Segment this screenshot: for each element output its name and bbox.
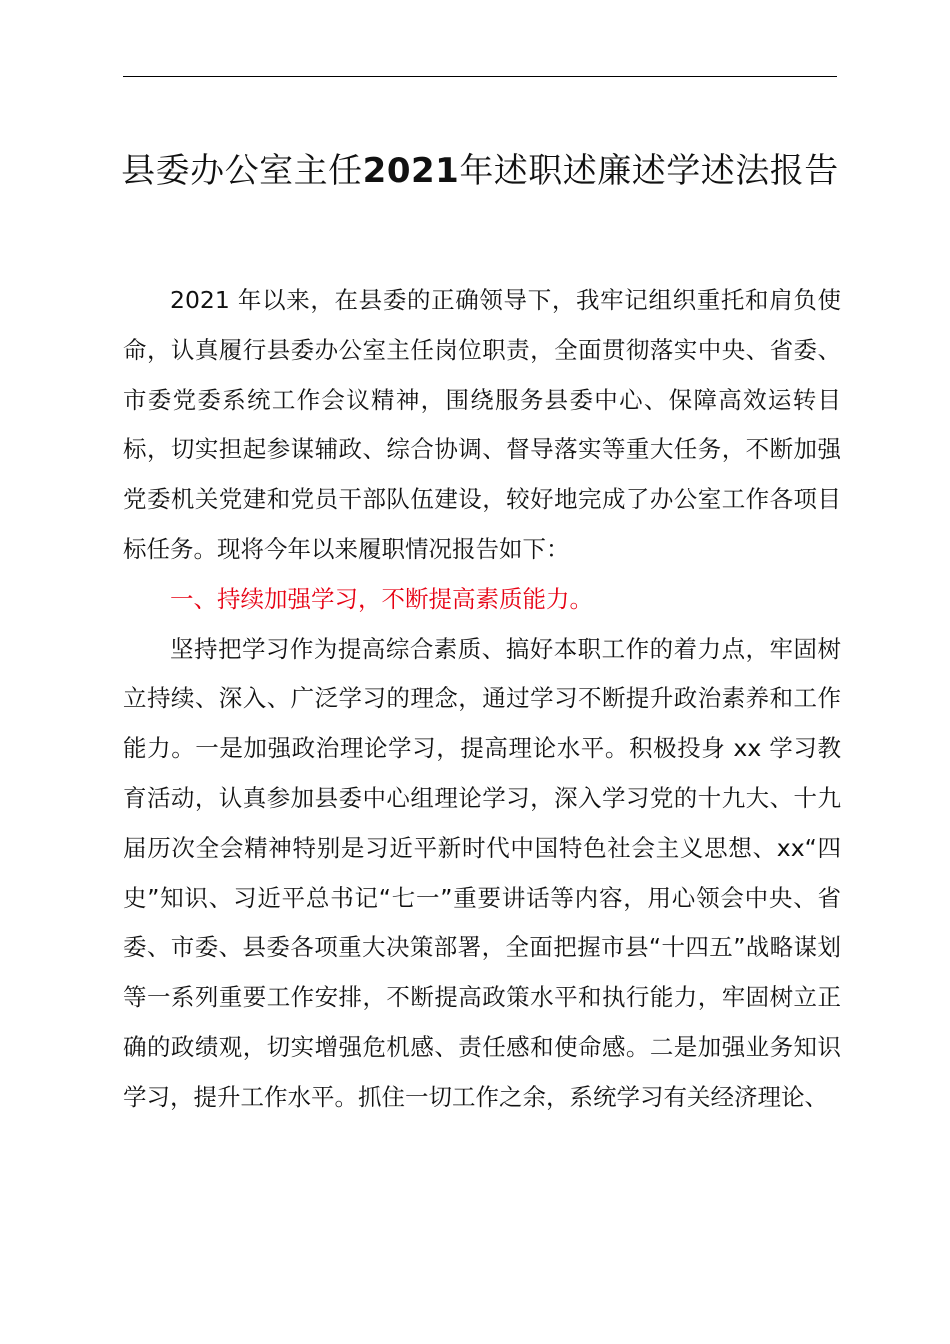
section-heading-1: 一、持续加强学习，不断提高素质能力。 xyxy=(170,584,593,613)
document-title xyxy=(110,146,850,196)
title-year: 2021 xyxy=(362,151,460,191)
document-body xyxy=(123,276,841,1123)
title-prefix: 县委办公室主任 xyxy=(121,151,363,191)
intro-paragraph: 2021 年以来，在县委的正确领导下，我牢记组织重托和肩负使命，认真履行县委办公室主任岗位职责，全面贯彻落实中央、省委、市委党委系统工作会议精神，围绕服务县委中心、保障高效运转目标，切实担起参谋辅政、综合协调、督导落实等重大任务，不断加强党委机关党建和党员干部队伍建设，较好地完成了办公室工作各项目标任务。现将今年以来履职情况报告如下： xyxy=(123,286,841,563)
section-1-paragraph: 坚持把学习作为提高综合素质、搞好本职工作的着力点，牢固树立持续、深入、广泛学习的理念，通过学习不断提升政治素养和工作能力。一是加强政治理论学习，提高理论水平。积极投身 xx 学习教育活动，认真参加县委中心组理论学习，深入学习党的十九大、十九届历次全会精神特别是习近平新时代中国特色社会主义思想、xx“四史”知识、习近平总书记“七一”重要讲话等内容，用心领会中央、省委、市委、县委各项重大决策部署，全面把握市县“十四五”战略谋划等一系列重要工作安排，不断提高政策水平和执行能力，牢固树立正确的政绩观，切实增强危机感、责任感和使命感。二是加强业务知识学习，提升工作水平。抓住一切工作之余，系统学习有关经济理论、 xyxy=(123,634,841,1111)
header-rule xyxy=(123,76,837,77)
title-suffix: 年述职述廉述学述法报告 xyxy=(459,151,839,191)
